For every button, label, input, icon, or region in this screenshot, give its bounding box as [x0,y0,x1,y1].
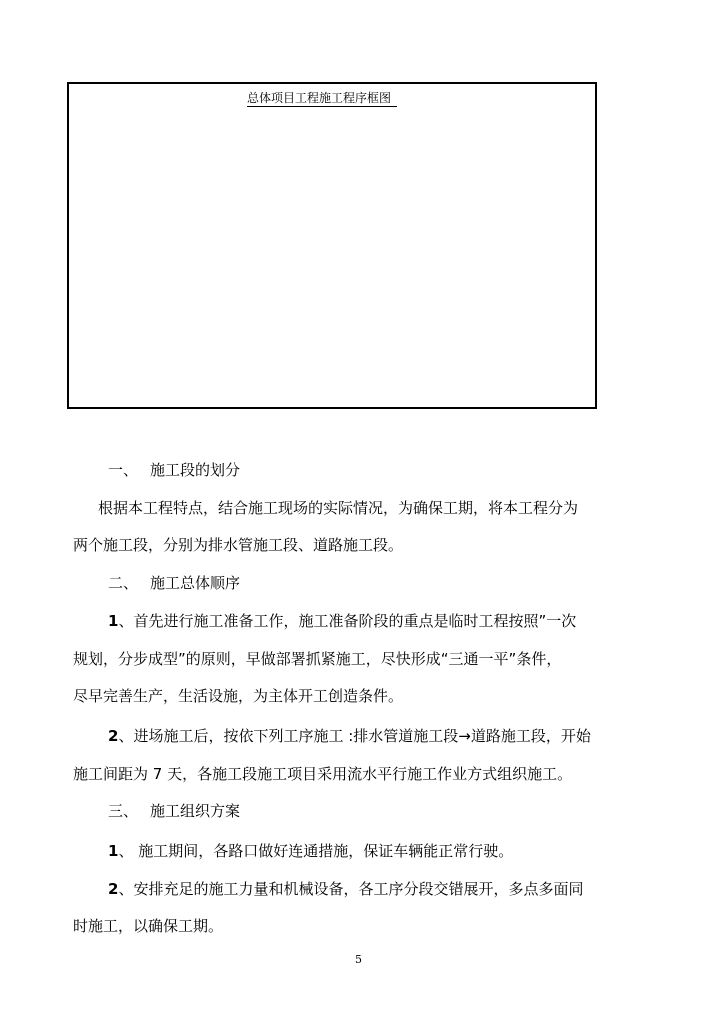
diagram-frame [67,82,597,409]
section-3-number: 三、 [108,802,139,820]
list-item [108,726,591,746]
item-text: 、 施工期间，各路口做好连通措施，保证车辆能正常行驶。 [118,842,514,860]
paragraph-line: 施工间距为 7 天，各施工段施工项目采用流水平行施工作业方式组织施工。 [73,765,573,783]
item-text: 、进场施工后，按依下列工序施工 :排水管道施工段→道路施工段，开始 [118,727,591,745]
item-number: 2 [108,880,119,898]
list-item [108,841,513,861]
section-1-title: 施工段的划分 [150,461,241,479]
list-item [108,879,583,899]
section-1-heading [108,460,240,480]
section-2-number: 二、 [108,574,139,592]
item-number: 1 [108,612,119,630]
section-1-number: 一、 [108,461,139,479]
paragraph-line: 尽早完善生产，生活设施，为主体开工创造条件。 [73,687,404,705]
paragraph-line: 两个施工段，分别为排水管施工段、道路施工段。 [73,536,404,554]
section-2-title: 施工总体顺序 [150,574,241,592]
diagram-title: 总体项目工程施工程序框图 [247,90,397,107]
section-3-heading [108,801,240,821]
page-number: 5 [355,953,362,966]
item-number: 2 [108,727,119,745]
paragraph-line: 根据本工程特点，结合施工现场的实际情况，为确保工期，将本工程分为 [98,499,579,517]
list-item [108,611,576,631]
item-text: 、安排充足的施工力量和机械设备，各工序分段交错展开，多点多面同 [118,880,584,898]
paragraph-line: 时施工，以确保工期。 [73,917,224,935]
section-3-title: 施工组织方案 [150,802,241,820]
section-2-heading [108,573,240,593]
paragraph-line: 规划，分步成型”的原则，早做部署抓紧施工，尽快形成“三通一平”条件， [73,650,562,668]
item-text: 、首先进行施工准备工作，施工准备阶段的重点是临时工程按照”一次 [118,612,577,630]
item-number: 1 [108,842,119,860]
